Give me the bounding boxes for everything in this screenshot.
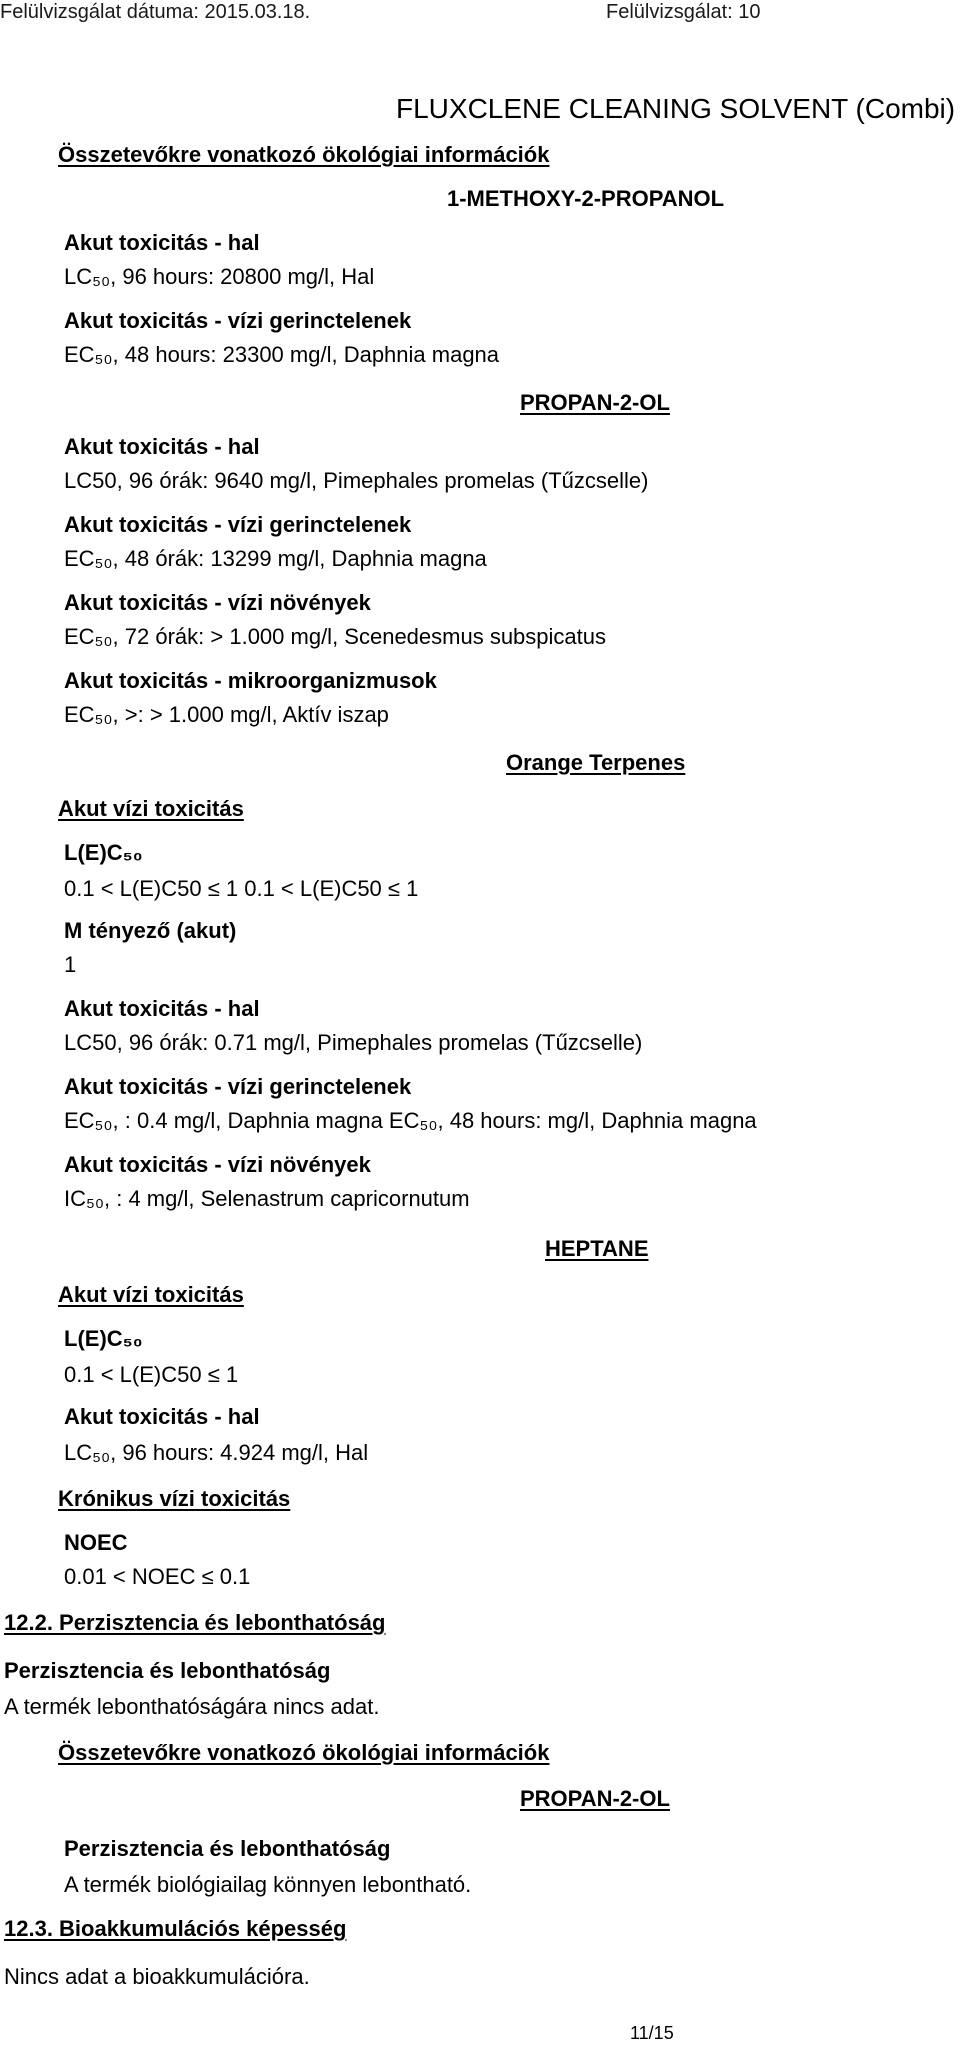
revision-number: Felülvizsgálat: 10 bbox=[606, 1, 761, 23]
toxicity-heading: Akut toxicitás - vízi gerinctelenek bbox=[64, 512, 412, 537]
substance-name: Orange Terpenes bbox=[506, 750, 686, 775]
aquatic-toxicity-heading: Akut vízi toxicitás bbox=[58, 796, 244, 821]
lec50-value: 0.1 < L(E)C50 ≤ 1 0.1 < L(E)C50 ≤ 1 bbox=[64, 876, 419, 901]
toxicity-value: LC50, 96 órák: 9640 mg/l, Pimephales promelas (Tűzcselle) bbox=[64, 468, 649, 493]
substance-name: PROPAN-2-OL bbox=[520, 390, 670, 415]
section-title: 12.3. Bioakkumulációs képesség bbox=[4, 1916, 347, 1941]
subsection-title: Perzisztencia és lebonthatóság bbox=[64, 1836, 391, 1861]
toxicity-value: EC₅₀, 72 órák: > 1.000 mg/l, Scenedesmus subspicatus bbox=[64, 624, 606, 649]
toxicity-heading: Akut toxicitás - vízi gerinctelenek bbox=[64, 1074, 412, 1099]
noec-label: NOEC bbox=[64, 1530, 128, 1555]
toxicity-heading: Akut toxicitás - hal bbox=[64, 434, 260, 459]
toxicity-heading: Akut toxicitás - vízi növények bbox=[64, 1152, 371, 1177]
lec50-label: L(E)C₅₀ bbox=[64, 840, 143, 865]
section-text: Nincs adat a bioakkumulációra. bbox=[4, 1964, 310, 1989]
toxicity-value: LC₅₀, 96 hours: 20800 mg/l, Hal bbox=[64, 264, 375, 289]
m-factor-label: M tényező (akut) bbox=[64, 918, 237, 943]
toxicity-value: EC₅₀, 48 hours: 23300 mg/l, Daphnia magna bbox=[64, 342, 500, 367]
substance-name: PROPAN-2-OL bbox=[520, 1786, 670, 1811]
toxicity-heading: Akut toxicitás - mikroorganizmusok bbox=[64, 668, 437, 693]
product-title: FLUXCLENE CLEANING SOLVENT (Combi) bbox=[396, 93, 956, 124]
chronic-toxicity-heading: Krónikus vízi toxicitás bbox=[58, 1486, 291, 1511]
noec-value: 0.01 < NOEC ≤ 0.1 bbox=[64, 1564, 251, 1589]
substance-name: HEPTANE bbox=[545, 1236, 649, 1261]
components-heading: Összetevőkre vonatkozó ökológiai információk bbox=[58, 1740, 550, 1765]
toxicity-heading: Akut toxicitás - vízi gerinctelenek bbox=[64, 308, 412, 333]
section-text: A termék lebonthatóságára nincs adat. bbox=[4, 1694, 380, 1719]
toxicity-heading: Akut toxicitás - hal bbox=[64, 230, 260, 255]
toxicity-value: EC₅₀, >: > 1.000 mg/l, Aktív iszap bbox=[64, 702, 389, 727]
toxicity-heading: Akut toxicitás - hal bbox=[64, 1404, 260, 1429]
toxicity-value: EC₅₀, : 0.4 mg/l, Daphnia magna EC₅₀, 48 hours: mg/l, Daphnia magna bbox=[64, 1108, 757, 1133]
components-heading: Összetevőkre vonatkozó ökológiai információk bbox=[58, 142, 550, 167]
lec50-value: 0.1 < L(E)C50 ≤ 1 bbox=[64, 1362, 239, 1387]
section-title: 12.2. Perzisztencia és lebonthatóság bbox=[4, 1610, 386, 1635]
toxicity-value: LC50, 96 órák: 0.71 mg/l, Pimephales promelas (Tűzcselle) bbox=[64, 1030, 643, 1055]
toxicity-heading: Akut toxicitás - hal bbox=[64, 996, 260, 1021]
lec50-label: L(E)C₅₀ bbox=[64, 1326, 143, 1351]
m-factor-value: 1 bbox=[64, 952, 77, 977]
substance-name: 1-METHOXY-2-PROPANOL bbox=[447, 186, 725, 211]
toxicity-value: LC₅₀, 96 hours: 4.924 mg/l, Hal bbox=[64, 1440, 369, 1465]
aquatic-toxicity-heading: Akut vízi toxicitás bbox=[58, 1282, 244, 1307]
toxicity-value: IC₅₀, : 4 mg/l, Selenastrum capricornutum bbox=[64, 1186, 470, 1211]
section-text: A termék biológiailag könnyen lebontható. bbox=[64, 1872, 472, 1897]
toxicity-value: EC₅₀, 48 órák: 13299 mg/l, Daphnia magna bbox=[64, 546, 487, 571]
subsection-title: Perzisztencia és lebonthatóság bbox=[4, 1658, 331, 1683]
toxicity-heading: Akut toxicitás - vízi növények bbox=[64, 590, 371, 615]
review-date: Felülvizsgálat dátuma: 2015.03.18. bbox=[0, 1, 311, 23]
page-number: 11/15 bbox=[630, 2023, 674, 2043]
